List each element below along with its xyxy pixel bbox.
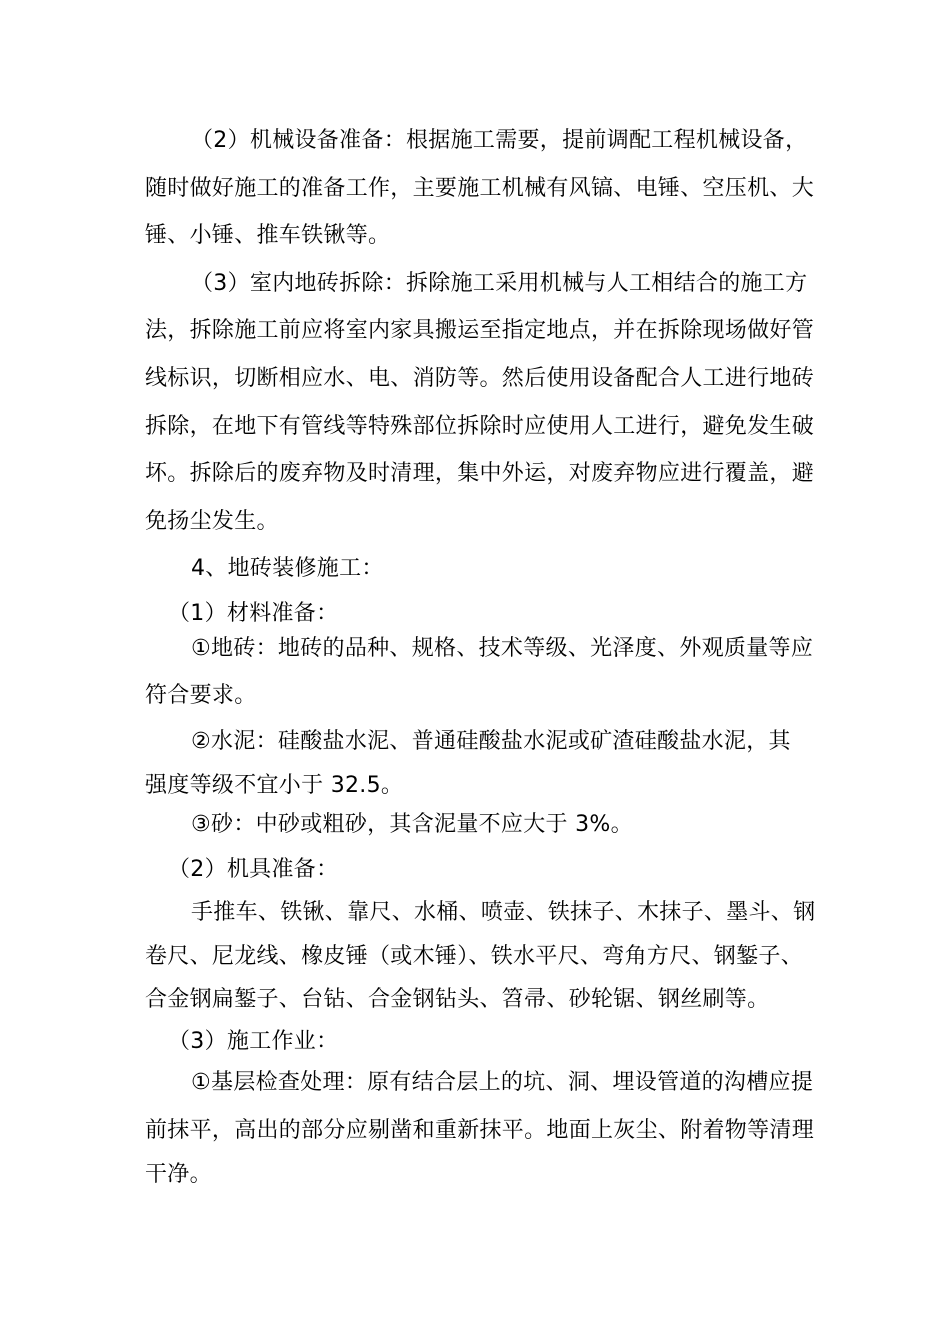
subheading-tools: （2）机具准备： <box>168 857 339 882</box>
subheading-construction: （3）施工作业： <box>168 1029 339 1054</box>
subheading-materials: （1）材料准备： <box>168 601 339 626</box>
paragraph-demolition-line-1: （3）室内地砖拆除：拆除施工采用机械与人工相结合的施工方 <box>191 271 808 296</box>
tools-list-line-2: 卷尺、尼龙线、橡皮锤（或木锤）、铁水平尺、弯角方尺、钢錾子、 <box>145 944 804 969</box>
item-base-inspection-line-1: ①基层检查处理：原有结合层上的坑、洞、埋设管道的沟槽应提 <box>191 1070 814 1095</box>
tools-list-line-3: 合金钢扁錾子、台钻、合金钢钻头、笤帚、砂轮锯、钢丝刷等。 <box>145 987 770 1012</box>
paragraph-demolition-line-3: 线标识，切断相应水、电、消防等。然后使用设备配合人工进行地砖 <box>145 366 815 391</box>
item-sand: ③砂：中砂或粗砂，其含泥量不应大于 3%。 <box>191 812 633 837</box>
paragraph-demolition-line-4: 拆除，在地下有管线等特殊部位拆除时应使用人工进行，避免发生破 <box>145 414 815 439</box>
paragraph-machinery-line-1: （2）机械设备准备：根据施工需要，提前调配工程机械设备， <box>191 128 808 153</box>
paragraph-demolition-line-6: 免扬尘发生。 <box>145 509 279 534</box>
item-base-inspection-line-2: 前抹平，高出的部分应剔凿和重新抹平。地面上灰尘、附着物等清理 <box>145 1118 815 1143</box>
item-cement-line-2: 强度等级不宜小于 32.5。 <box>145 773 404 798</box>
item-floor-tile-line-2: 符合要求。 <box>145 683 257 708</box>
paragraph-machinery-line-3: 锤、小锤、推车铁锹等。 <box>145 223 391 248</box>
paragraph-demolition-line-5: 坏。拆除后的废弃物及时清理，集中外运，对废弃物应进行覆盖，避 <box>145 461 815 486</box>
section-heading-floor-tile: 4、地砖装修施工： <box>191 556 384 581</box>
paragraph-demolition-line-2: 法，拆除施工前应将室内家具搬运至指定地点，并在拆除现场做好管 <box>145 318 815 343</box>
item-base-inspection-line-3: 干净。 <box>145 1162 212 1187</box>
item-floor-tile-line-1: ①地砖：地砖的品种、规格、技术等级、光泽度、外观质量等应 <box>191 636 814 661</box>
paragraph-machinery-line-2: 随时做好施工的准备工作，主要施工机械有风镐、电锤、空压机、大 <box>145 176 815 201</box>
item-cement-line-1: ②水泥：硅酸盐水泥、普通硅酸盐水泥或矿渣硅酸盐水泥，其 <box>191 729 791 754</box>
tools-list-line-1: 手推车、铁锹、靠尺、水桶、喷壶、铁抹子、木抹子、墨斗、钢 <box>191 900 816 925</box>
